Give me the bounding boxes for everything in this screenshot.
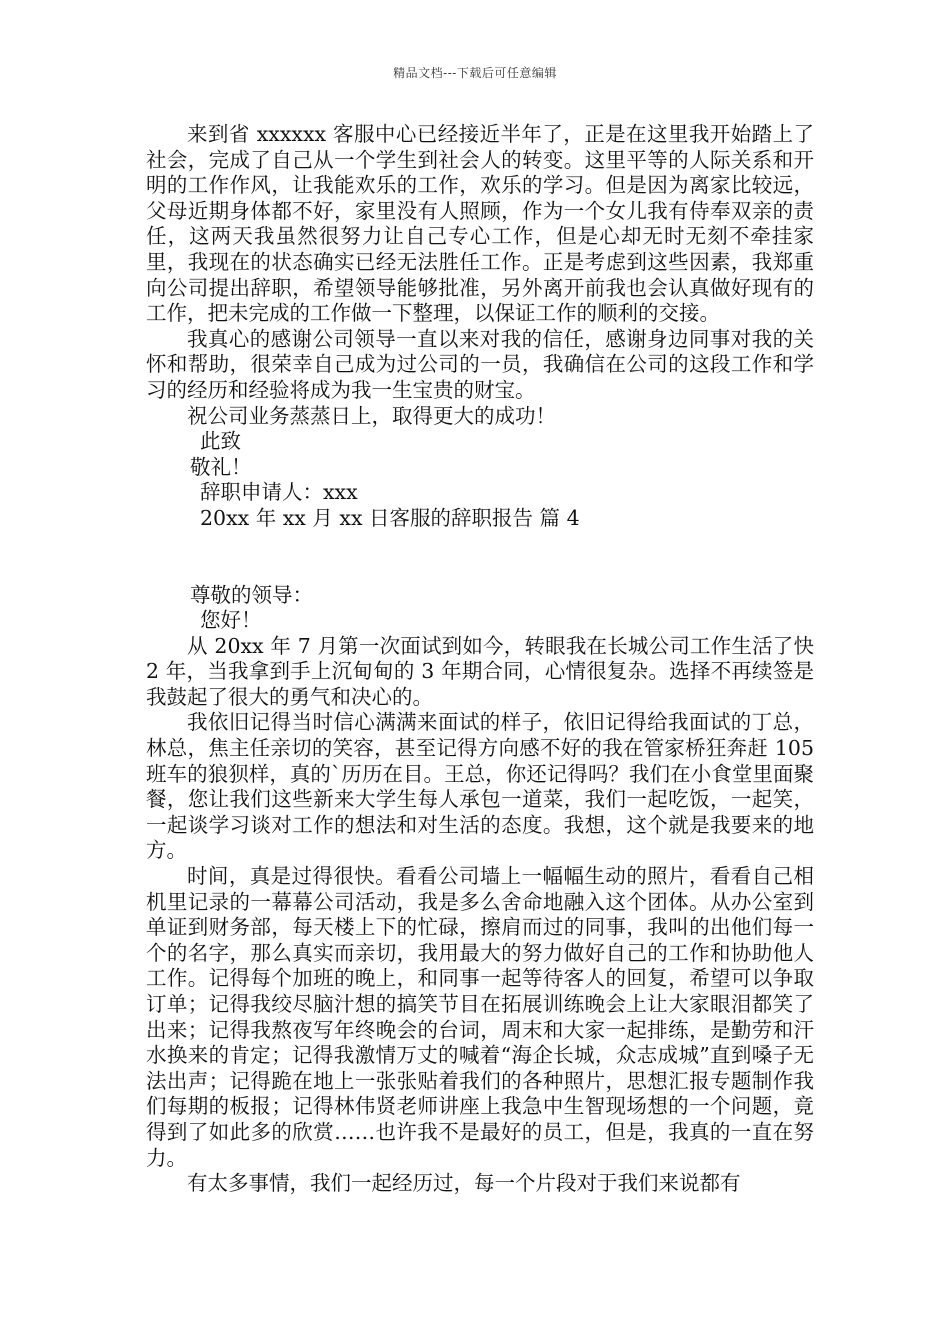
paragraph: 来到省 xxxxxx 客服中心已经接近半年了，正是在这里我开始踏上了社会，完成了自己从一个学生到社会人的转变。这里平等的人际关系和开明的工作作风，让我能欢乐的工作，欢乐的学习。但是因为离家比较远，父母近期身体都不好，家里没有人照顾，作为一个女儿我有侍奉双亲的责任，这两天我虽然很努力让自己专心工作，但是心却无时无刻不牵挂家里，我现在的状态确实已经无法胜任工作。正是考虑到这些因素，我郑重向公司提出辞职，希望领导能够批准，另外离开前我也会认真做好现有的工作，把未完成的工作做一下整理，以保证工作的顺利的交接。	[146, 122, 814, 326]
closing-line: 此致	[200, 429, 241, 454]
paragraph: 时间，真是过得很快。看看公司墙上一幅幅生动的照片，看看自己相机里记录的一幕幕公司活动，我是多么舍命地融入这个团体。从办公室到单证到财务部，每天楼上下的忙碌，擦肩而过的同事，我叫的出他们每一个的名字，那么真实而亲切，我用最大的努力做好自己的工作和协助他人工作。记得每个加班的晚上，和同事一起等待客人的回复，希望可以争取订单；记得我绞尽脑汁想的搞笑节目在拓展训练晚会上让大家眼泪都笑了出来；记得我熬夜写年终晚会的台词，周末和大家一起排练，是勤劳和汗水换来的肯定；记得我激情万丈的喊着“海企长城，众志成城”直到嗓子无法出声；记得跪在地上一张张贴着我们的各种照片，思想汇报专题制作我们每期的板报；记得林伟贤老师讲座上我急中生智现场想的一个问题，竟得到了如此多的欣赏……也许我不是最好的员工，但是，我真的一直在努力。	[146, 864, 814, 1170]
report-title: 20xx 年 xx 月 xx 日客服的辞职报告 篇 4	[200, 505, 580, 530]
greeting: 您好！	[200, 608, 262, 633]
paragraph: 祝公司业务蒸蒸日上，取得更大的成功！	[187, 403, 556, 428]
paragraph: 我依旧记得当时信心满满来面试的样子，依旧记得给我面试的丁总，林总，焦主任亲切的笑容，甚至记得方向感不好的我在管家桥狂奔赶 105 班车的狼狈样，真的`历历在目。王总，你还记得吗？我们在小食堂里面聚餐，您让我们这些新来大学生每人承包一道菜，我们一起吃饭，一起笑，一起谈学习谈对工作的想法和对生活的态度。我想，这个就是我要来的地方。	[146, 710, 814, 863]
document-body	[146, 122, 814, 1197]
paragraph: 从 20xx 年 7 月第一次面试到如今，转眼我在长城公司工作生活了快 2 年，当我拿到手上沉甸甸的 3 年期合同，心情很复杂。选择不再续签是我鼓起了很大的勇气和决心的。	[146, 633, 814, 709]
salutation: 尊敬的领导：	[190, 582, 313, 607]
signature: 辞职申请人：xxx	[200, 480, 358, 505]
spacer	[146, 532, 814, 583]
closing-salute: 敬礼！	[190, 454, 252, 479]
paragraph: 有太多事情，我们一起经历过，每一个片段对于我们来说都有	[187, 1171, 741, 1196]
paragraph: 我真心的感谢公司领导一直以来对我的信任，感谢身边同事对我的关怀和帮助，很荣幸自己成为过公司的一员，我确信在公司的这段工作和学习的经历和经验将成为我一生宝贵的财宝。	[146, 326, 814, 402]
page-header: 精品文档---下载后可任意编辑	[393, 66, 557, 80]
